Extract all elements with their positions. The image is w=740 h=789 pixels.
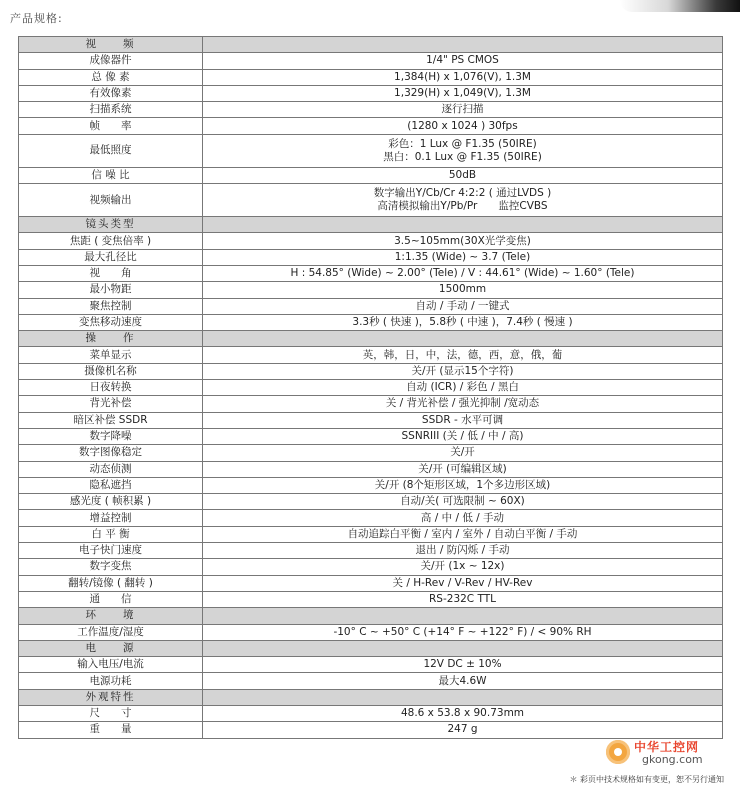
spec-value: RS-232C TTL [203,591,723,607]
spec-label: 有效像素 [19,85,203,101]
spec-label: 背光补偿 [19,396,203,412]
section-label: 外观特性 [19,689,203,705]
spec-row [19,167,723,183]
spec-value [203,217,723,233]
spec-label: 最大孔径比 [19,249,203,265]
spec-label: 输入电压/电流 [19,657,203,673]
spec-row [19,575,723,591]
spec-row [19,461,723,477]
spec-row [19,53,723,69]
spec-value: 关 / H-Rev / V-Rev / HV-Rev [203,575,723,591]
spec-row [19,543,723,559]
spec-value: 关/开 (8个矩形区域，1个多边形区域) [203,477,723,493]
gear-logo-icon [606,740,630,764]
spec-value: (1280 x 1024 ) 30fps [203,118,723,134]
spec-row [19,673,723,689]
spec-row [19,510,723,526]
spec-value [203,608,723,624]
watermark-name: 中华工控网 [634,740,700,754]
spec-row [19,233,723,249]
spec-row [19,445,723,461]
spec-label: 扫描系统 [19,102,203,118]
spec-value: 最大4.6W [203,673,723,689]
spec-value: 高 / 中 / 低 / 手动 [203,510,723,526]
spec-row [19,282,723,298]
spec-label: 重 量 [19,722,203,738]
spec-label: 尺 寸 [19,705,203,721]
spec-label: 数字变焦 [19,559,203,575]
spec-row [19,298,723,314]
spec-value: 关/开 [203,445,723,461]
spec-row [19,69,723,85]
spec-label: 翻转/镜像 ( 翻转 ) [19,575,203,591]
section-row [19,37,723,53]
spec-row [19,494,723,510]
spec-table [18,36,723,739]
spec-label: 聚焦控制 [19,298,203,314]
spec-value: 关 / 背光补偿 / 强光抑制 /宽动态 [203,396,723,412]
spec-value: SSNRIII (关 / 低 / 中 / 高) [203,428,723,444]
spec-label: 菜单显示 [19,347,203,363]
spec-value [203,37,723,53]
spec-value: 50dB [203,167,723,183]
spec-value: 3.3秒 ( 快速 )，5.8秒 ( 中速 )，7.4秒 ( 慢速 ) [203,314,723,330]
spec-label: 成像器件 [19,53,203,69]
spec-value: 逐行扫描 [203,102,723,118]
spec-value: 自动追踪白平衡 / 室内 / 室外 / 自动白平衡 / 手动 [203,526,723,542]
spec-value: 1:1.35 (Wide) ~ 3.7 (Tele) [203,249,723,265]
spec-row [19,591,723,607]
spec-row [19,396,723,412]
section-label: 操 作 [19,331,203,347]
spec-label: 信 噪 比 [19,167,203,183]
spec-label: 隐私遮挡 [19,477,203,493]
spec-value: 关/开 (显示15个字符) [203,363,723,379]
spec-label: 电子快门速度 [19,543,203,559]
spec-value-line: 黑白：0.1 Lux @ F1.35 (50IRE) [383,150,542,163]
spec-row [19,347,723,363]
spec-label: 焦距 ( 变焦倍率 ) [19,233,203,249]
spec-label: 通 信 [19,591,203,607]
spec-row [19,624,723,640]
spec-row [19,380,723,396]
spec-row [19,85,723,101]
spec-row [19,412,723,428]
spec-value [203,689,723,705]
spec-label: 暗区补偿 SSDR [19,412,203,428]
spec-label: 电源功耗 [19,673,203,689]
spec-row [19,134,723,167]
spec-row [19,265,723,281]
spec-value: 关/开 (可编辑区域) [203,461,723,477]
spec-row [19,314,723,330]
spec-value: 1500mm [203,282,723,298]
spec-row [19,559,723,575]
spec-row [19,722,723,738]
spec-value-line: 高清模拟输出Y/Pb/Pr 监控CVBS [377,200,548,213]
spec-label: 增益控制 [19,510,203,526]
spec-value-line: 数字输出Y/Cb/Cr 4:2:2 ( 通过LVDS ) [373,187,552,200]
spec-row [19,428,723,444]
footnote: ＊ 彩页中技术规格如有变更，恕不另行通知 [569,775,724,784]
spec-label: 变焦移动速度 [19,314,203,330]
spec-table-body [19,37,723,739]
spec-row [19,705,723,721]
spec-value: SSDR - 水平可调 [203,412,723,428]
spec-label: 视频输出 [19,184,203,217]
spec-value: 1,329(H) x 1,049(V), 1.3M [203,85,723,101]
spec-value: 12V DC ± 10% [203,657,723,673]
spec-row [19,477,723,493]
spec-value: 48.6 x 53.8 x 90.73mm [203,705,723,721]
section-label: 电 源 [19,640,203,656]
section-row [19,331,723,347]
section-label: 视 频 [19,37,203,53]
section-row [19,689,723,705]
spec-row [19,118,723,134]
spec-value: 自动 (ICR) / 彩色 / 黑白 [203,380,723,396]
spec-value: -10° C ~ +50° C (+14° F ~ +122° F) / < 90% RH [203,624,723,640]
section-label: 镜头类型 [19,217,203,233]
spec-label: 帧 率 [19,118,203,134]
spec-label: 总 像 素 [19,69,203,85]
spec-value: 关/开 (1x ~ 12x) [203,559,723,575]
spec-label: 数字降噪 [19,428,203,444]
spec-value: 英，韩，日，中，法，德，西，意，俄，葡 [203,347,723,363]
spec-value [203,640,723,656]
section-row [19,608,723,624]
spec-label: 动态侦测 [19,461,203,477]
spec-label: 日夜转换 [19,380,203,396]
page-title: 产品规格: [10,12,63,25]
spec-value: 247 g [203,722,723,738]
corner-decoration [620,0,740,12]
spec-value: 自动/关( 可选限制 ~ 60X) [203,494,723,510]
spec-label: 白 平 衡 [19,526,203,542]
spec-value: H : 54.85° (Wide) ~ 2.00° (Tele) / V : 44.61° (Wide) ~ 1.60° (Tele) [203,265,723,281]
spec-value [203,331,723,347]
spec-row [19,526,723,542]
section-row [19,217,723,233]
spec-value: 1/4" PS CMOS [203,53,723,69]
section-label: 环 境 [19,608,203,624]
spec-label: 感光度 ( 帧积累 ) [19,494,203,510]
spec-label: 摄像机名称 [19,363,203,379]
watermark [606,738,736,768]
spec-label: 视 角 [19,265,203,281]
spec-row [19,657,723,673]
watermark-site: gkong.com [642,753,703,766]
spec-label: 工作温度/湿度 [19,624,203,640]
spec-value: 3.5~105mm(30X光学变焦) [203,233,723,249]
spec-label: 最小物距 [19,282,203,298]
spec-value [203,184,723,217]
spec-row [19,184,723,217]
spec-value: 自动 / 手动 / 一键式 [203,298,723,314]
spec-value: 退出 / 防闪烁 / 手动 [203,543,723,559]
section-row [19,640,723,656]
spec-label: 最低照度 [19,134,203,167]
spec-value-line: 彩色：1 Lux @ F1.35 (50IRE) [388,137,537,150]
spec-label: 数字图像稳定 [19,445,203,461]
spec-value [203,134,723,167]
spec-row [19,249,723,265]
spec-value: 1,384(H) x 1,076(V), 1.3M [203,69,723,85]
spec-row [19,102,723,118]
spec-row [19,363,723,379]
